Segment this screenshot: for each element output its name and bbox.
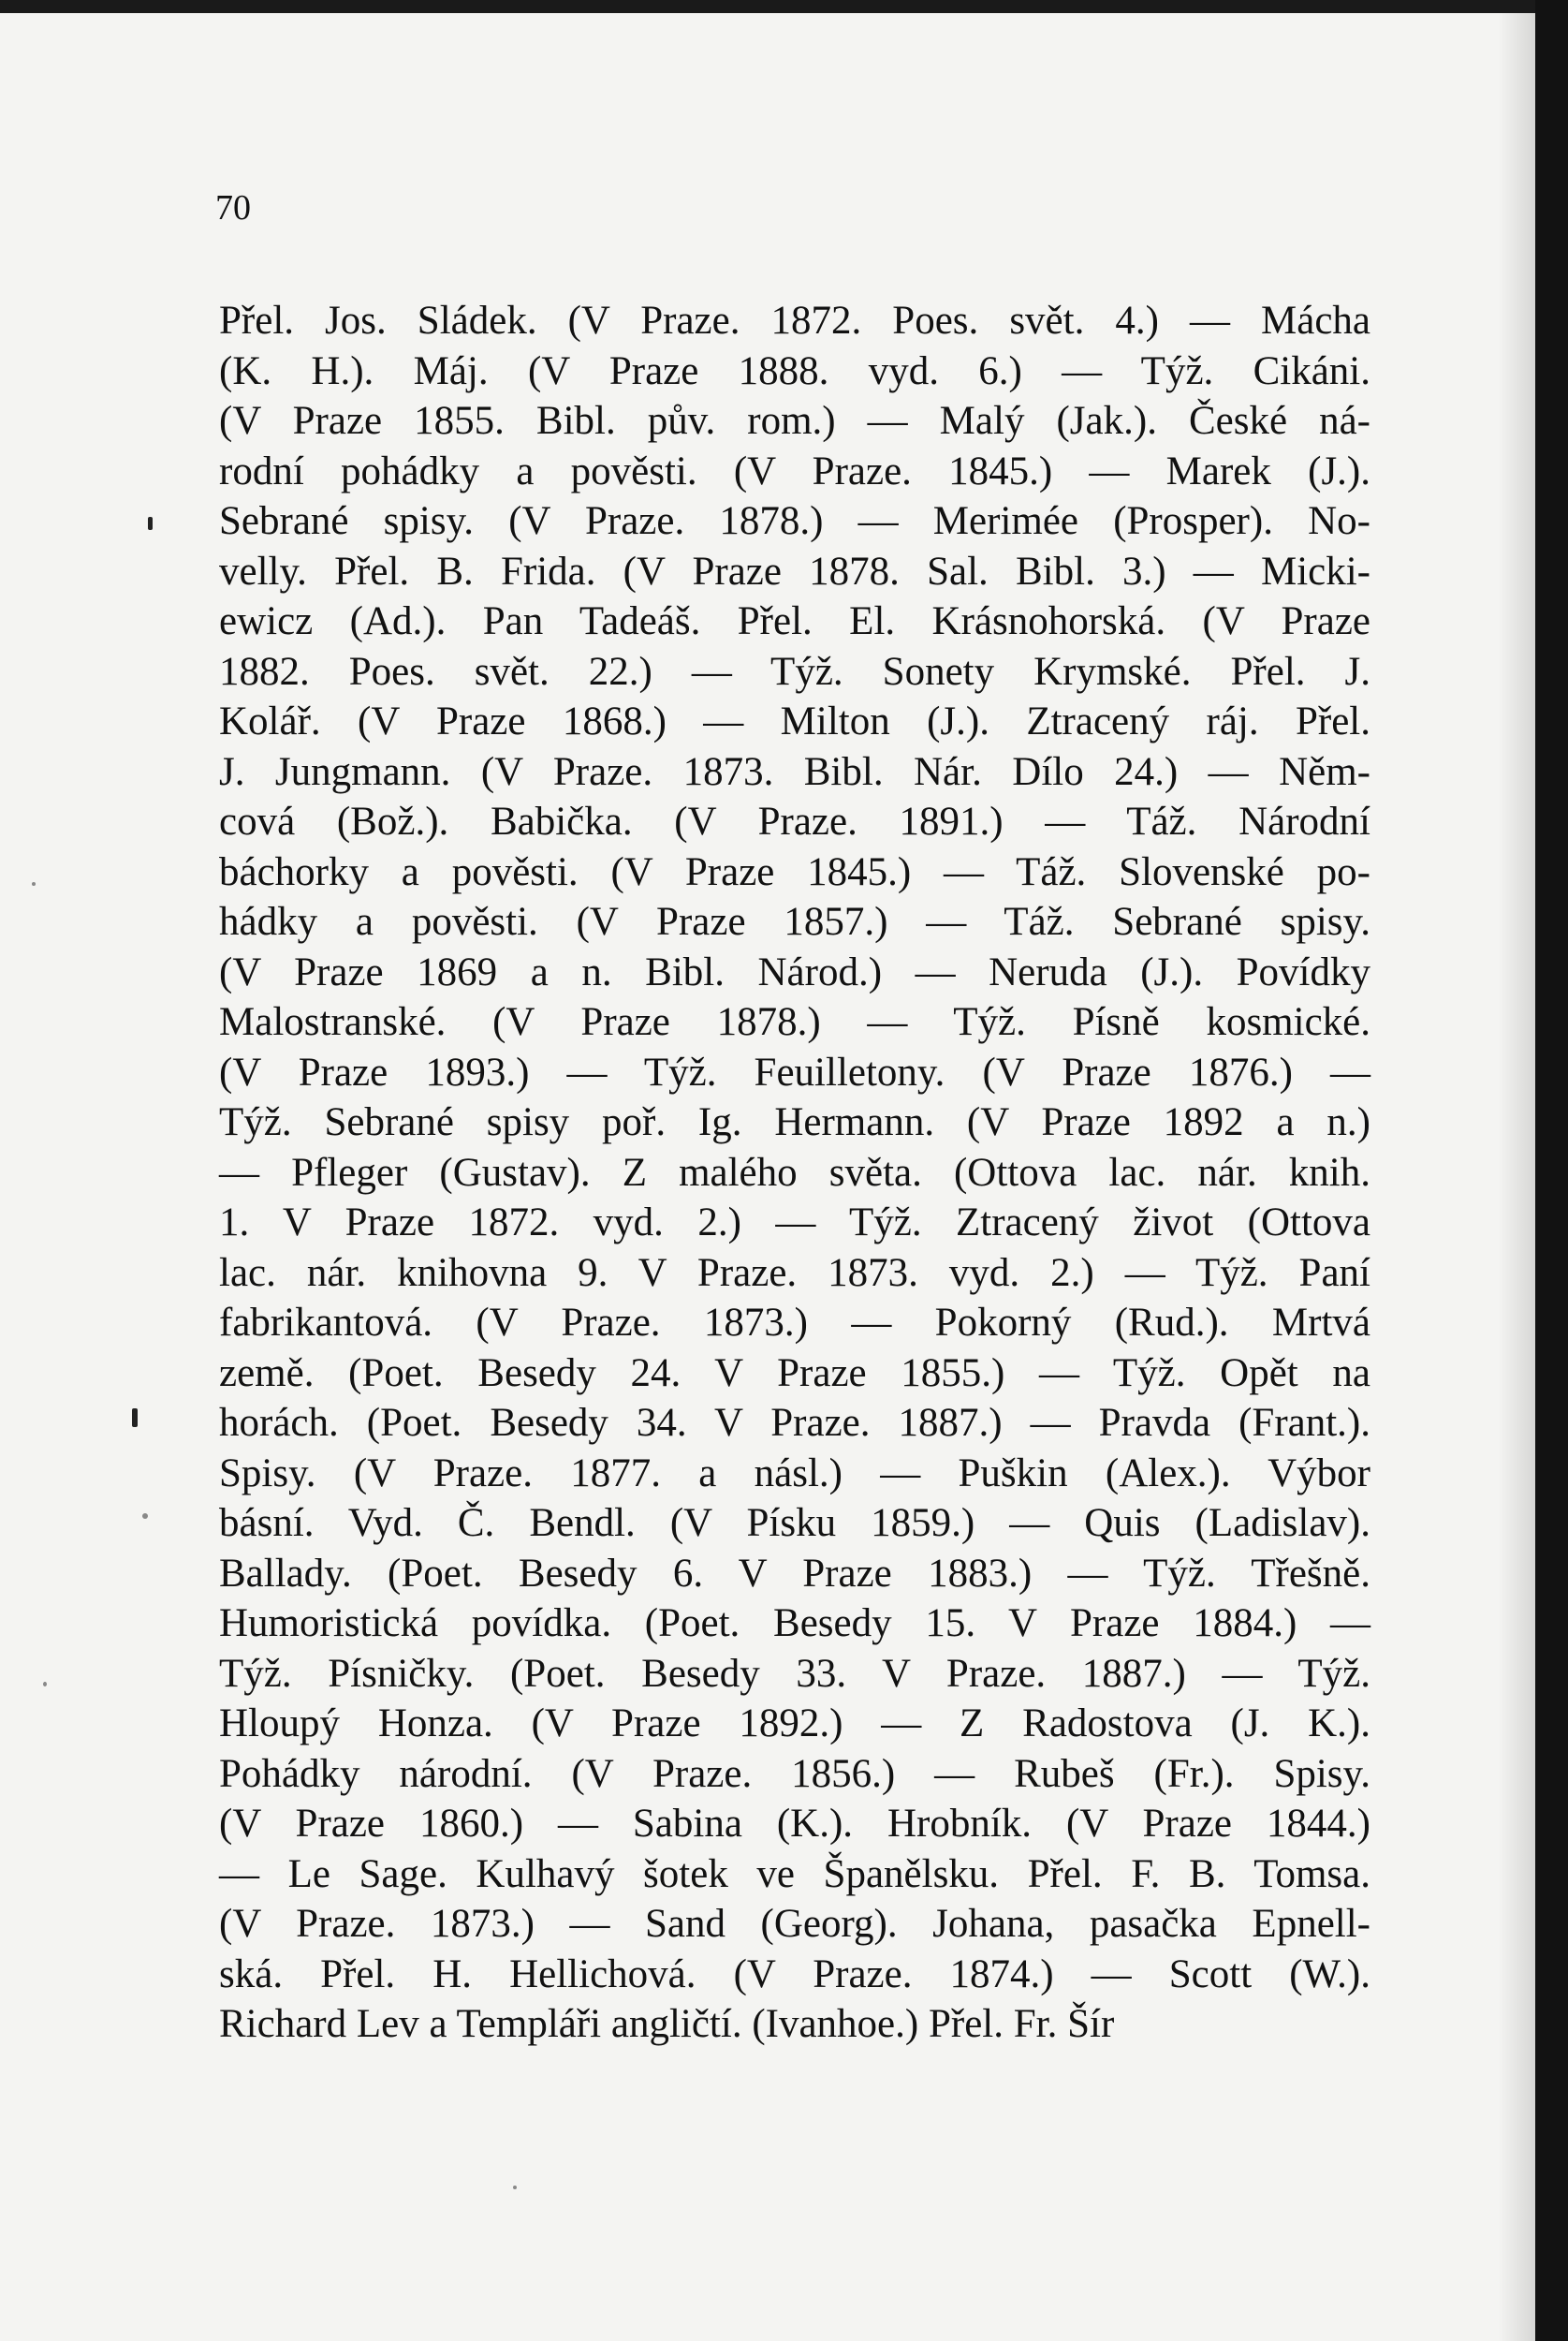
scan-border [1535,0,1568,2341]
text-line: hádky a pověsti. (V Praze 1857.) — Táž. Sebrané spisy. [219,900,1370,944]
text-line: ewicz (Ad.). Pan Tadeáš. Přel. El. Krásnohorská. (V Praze [219,599,1370,643]
text-line: Týž. Sebrané spisy poř. Ig. Hermann. (V Praze 1892 a n.) [219,1100,1370,1144]
text-line: Sebrané spisy. (V Praze. 1878.) — Merimée (Prosper). No- [219,499,1370,543]
text-line: — Le Sage. Kulhavý šotek ve Španělsku. Přel. F. B. Tomsa. [219,1851,1370,1896]
text-line: Spisy. (V Praze. 1877. a násl.) — Puškin (Alex.). Výbor [219,1450,1370,1495]
text-line: 1. V Praze 1872. vyd. 2.) — Týž. Ztracený život (Ottova [219,1200,1370,1244]
text-line: báchorky a pověsti. (V Praze 1845.) — Táž. Slovenské po- [219,849,1370,894]
text-line: 1882. Poes. svět. 22.) — Týž. Sonety Krymské. Přel. J. [219,649,1370,694]
text-line: velly. Přel. B. Frida. (V Praze 1878. Sal. Bibl. 3.) — Micki- [219,549,1370,594]
text-line: Přel. Jos. Sládek. (V Praze. 1872. Poes. svět. 4.) — Mácha [219,299,1370,343]
text-line: Pohádky národní. (V Praze. 1856.) — Rubeš (Fr.). Spisy. [219,1751,1370,1796]
text-line: (V Praze 1860.) — Sabina (K.). Hrobník. (V Praze 1844.) [219,1802,1370,1846]
text-line: Richard Lev a Templáři angličtí. (Ivanhoe.) Přel. Fr. Šír [219,2002,1115,2046]
text-line: lac. nár. knihovna 9. V Praze. 1873. vyd. 2.) — Týž. Paní [219,1250,1370,1295]
text-line: horách. (Poet. Besedy 34. V Praze. 1887.) — Pravda (Frant.). [219,1401,1370,1445]
margin-mark [148,517,153,530]
text-line: (K. H.). Máj. (V Praze 1888. vyd. 6.) — Týž. Cikáni. [219,348,1370,393]
bibliography-text [219,296,1370,2050]
text-line: rodní pohádky a pověsti. (V Praze. 1845.) — Marek (J.). [219,449,1370,493]
scan-speck [513,2186,517,2189]
text-line: — Pfleger (Gustav). Z malého světa. (Ottova lac. nár. knih. [219,1150,1370,1195]
scan-speck [43,1682,47,1686]
scan-speck [32,882,36,886]
text-line: fabrikantová. (V Praze. 1873.) — Pokorný (Rud.). Mrtvá [219,1301,1370,1345]
text-line: ská. Přel. H. Hellichová. (V Praze. 1874.) — Scott (W.). [219,1951,1370,1996]
text-line: země. (Poet. Besedy 24. V Praze 1855.) — Týž. Opět na [219,1350,1370,1395]
text-line: Ballady. (Poet. Besedy 6. V Praze 1883.) — Týž. Třešně. [219,1551,1370,1596]
text-line: (V Praze. 1873.) — Sand (Georg). Johana, pasačka Epnell- [219,1902,1370,1946]
text-line: (V Praze 1869 a n. Bibl. Národ.) — Neruda (J.). Povídky [219,950,1370,994]
text-line: Hloupý Honza. (V Praze 1892.) — Z Radostova (J. K.). [219,1701,1370,1745]
text-line: cová (Bož.). Babička. (V Praze. 1891.) — Táž. Národní [219,800,1370,844]
scan-speck [142,1513,148,1519]
text-line: (V Praze 1893.) — Týž. Feuilletony. (V Praze 1876.) — [219,1050,1370,1095]
page-number: 70 [215,188,251,228]
text-line: (V Praze 1855. Bibl. pův. rom.) — Malý (Jak.). České ná- [219,399,1370,443]
text-line: J. Jungmann. (V Praze. 1873. Bibl. Nár. Dílo 24.) — Něm- [219,749,1370,794]
margin-mark [132,1408,138,1427]
book-page [0,13,1535,2341]
text-line: Týž. Písničky. (Poet. Besedy 33. V Praze. 1887.) — Týž. [219,1651,1370,1696]
text-line: básní. Vyd. Č. Bendl. (V Písku 1859.) — Quis (Ladislav). [219,1501,1370,1545]
page-edge-shadow [1498,13,1535,2341]
text-line: Kolář. (V Praze 1868.) — Milton (J.). Ztracený ráj. Přel. [219,699,1370,744]
text-line: Malostranské. (V Praze 1878.) — Týž. Písně kosmické. [219,1000,1370,1044]
text-line: Humoristická povídka. (Poet. Besedy 15. V Praze 1884.) — [219,1601,1370,1645]
